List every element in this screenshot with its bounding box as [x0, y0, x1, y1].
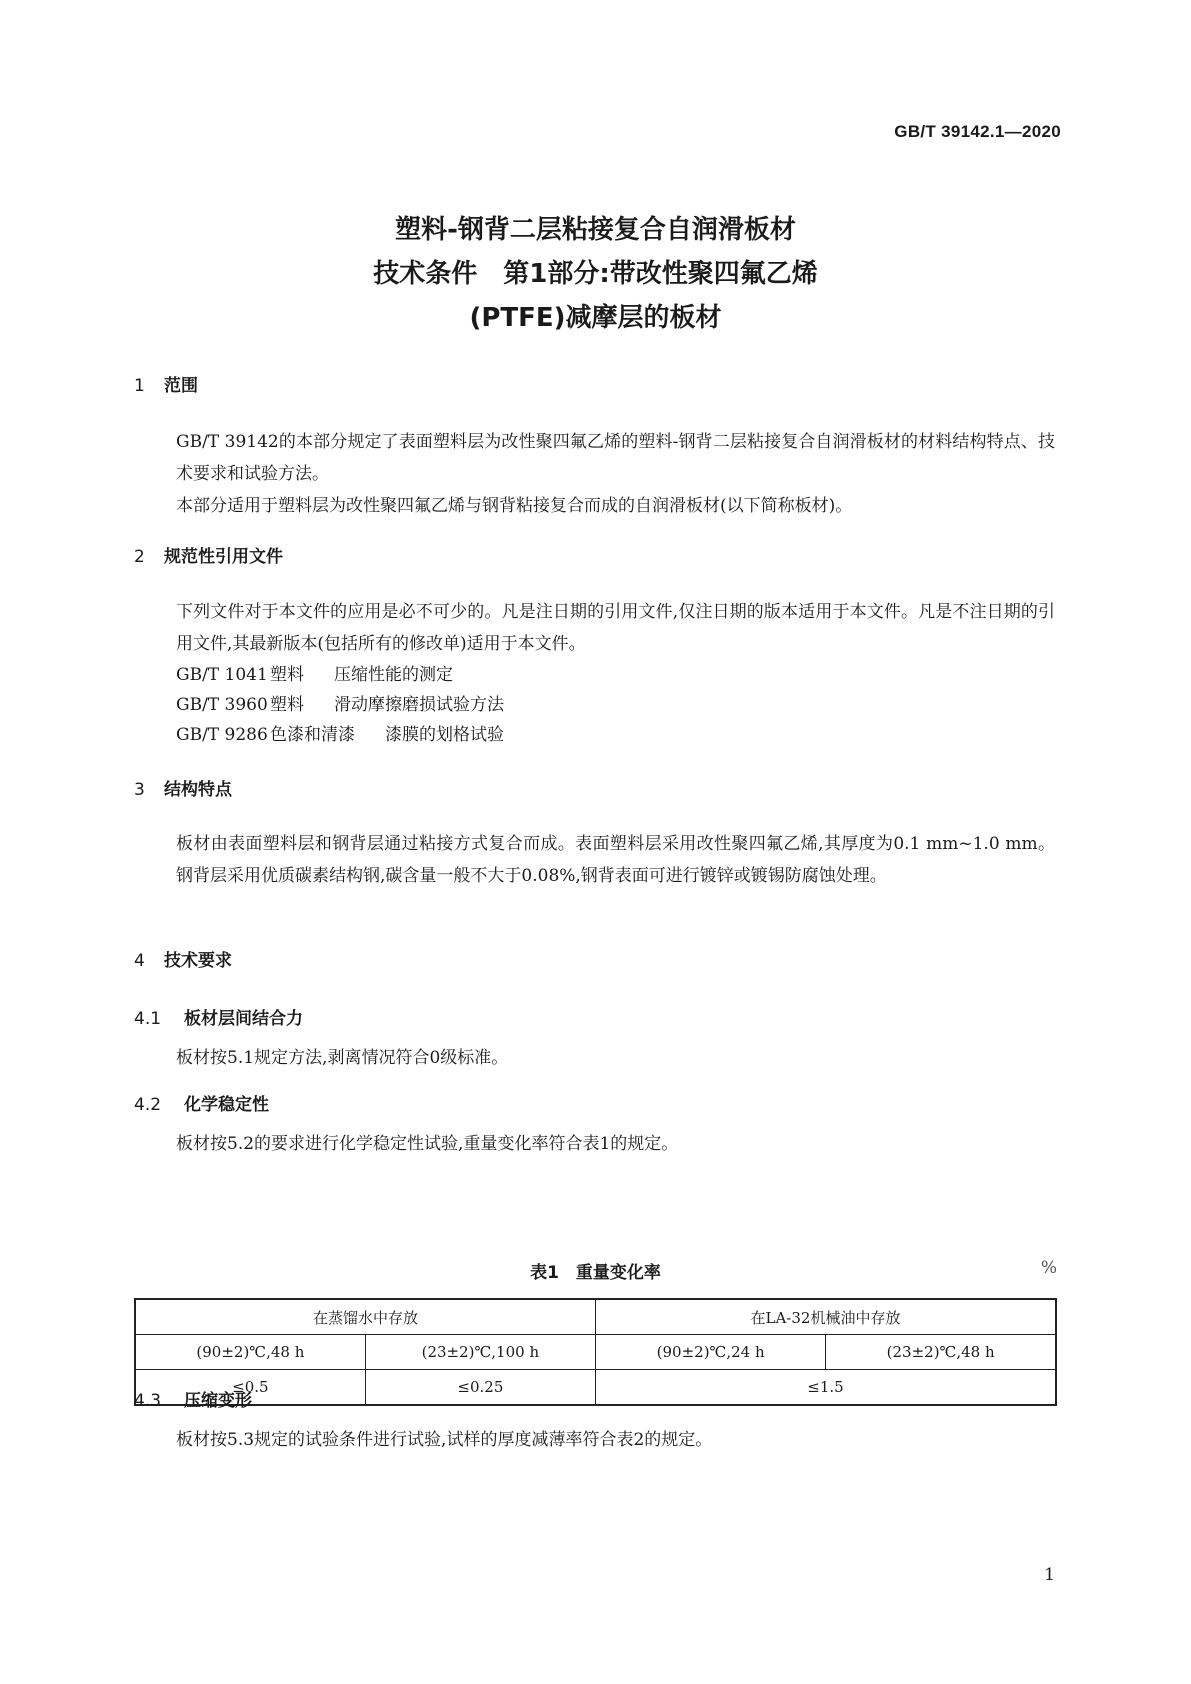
table-row — [135, 1370, 1056, 1406]
table-row — [135, 1335, 1056, 1370]
section-1-paragraph-2: 本部分适用于塑料层为改性聚四氟乙烯与钢背粘接复合而成的自润滑板材(以下简称板材)。 — [176, 496, 853, 516]
section-1-paragraph-1: GB/T 39142的本部分规定了表面塑料层为改性聚四氟乙烯的塑料-钢背二层粘接复合自润滑板材的材料结构特点、技术要求和试验方法。 — [176, 432, 1055, 484]
reference-item: GB/T 3960 塑料 滑动摩擦磨损试验方法 — [176, 695, 504, 715]
document-title — [0, 208, 1191, 340]
section-4-1-heading — [134, 1004, 303, 1029]
section-title: 技术要求 — [164, 951, 232, 971]
standard-number: GB/T 39142.1—2020 — [894, 122, 1061, 141]
section-1-heading — [134, 371, 198, 396]
section-3-paragraph-1: 板材由表面塑料层和钢背层通过粘接方式复合而成。表面塑料层采用改性聚四氟乙烯,其厚度为0.1 mm~1.0 mm。钢背层采用优质碳素结构钢,碳含量一般不大于0.08%,钢背表面可进行镀锌或镀锡防腐蚀处理。 — [176, 834, 1055, 886]
section-4-2-paragraph: 板材按5.2的要求进行化学稳定性试验,重量变化率符合表1的规定。 — [176, 1134, 679, 1154]
section-title: 结构特点 — [164, 780, 232, 800]
table-cell: 在蒸馏水中存放 — [135, 1299, 596, 1335]
reference-item: GB/T 1041 塑料 压缩性能的测定 — [176, 665, 453, 685]
section-4-2-heading — [134, 1090, 269, 1115]
table-row — [135, 1299, 1056, 1335]
section-number: 4 — [134, 951, 145, 971]
section-title: 化学稳定性 — [184, 1095, 269, 1115]
table-cell: (90±2)℃,24 h — [596, 1335, 826, 1370]
section-3-heading — [134, 775, 232, 800]
section-4-3-paragraph: 板材按5.3规定的试验条件进行试验,试样的厚度减薄率符合表2的规定。 — [176, 1430, 713, 1450]
section-number: 1 — [134, 376, 145, 396]
title-line-1: 塑料-钢背二层粘接复合自润滑板材 — [395, 215, 796, 245]
section-4-3-heading — [134, 1386, 252, 1411]
table-cell: ≤0.25 — [365, 1370, 595, 1406]
table-cell: 在LA-32机械油中存放 — [596, 1299, 1057, 1335]
section-4-heading — [134, 946, 232, 971]
table-cell: ≤0.5 — [135, 1370, 365, 1406]
section-title: 板材层间结合力 — [184, 1009, 303, 1029]
section-2-heading — [134, 542, 283, 567]
table-cell: ≤1.5 — [596, 1370, 1057, 1406]
page-number: 1 — [1044, 1565, 1055, 1585]
section-title: 压缩变形 — [184, 1391, 252, 1411]
section-4-1-paragraph: 板材按5.1规定方法,剥离情况符合0级标准。 — [176, 1048, 509, 1068]
section-title: 范围 — [164, 376, 198, 396]
table-cell: (23±2)℃,48 h — [826, 1335, 1056, 1370]
reference-item: GB/T 9286 色漆和清漆 漆膜的划格试验 — [176, 725, 504, 745]
section-number: 4.2 — [134, 1095, 162, 1115]
table-1 — [134, 1298, 1057, 1406]
section-number: 4.3 — [134, 1391, 162, 1411]
section-number: 3 — [134, 780, 145, 800]
section-number: 2 — [134, 547, 145, 567]
table-cell: (90±2)℃,48 h — [135, 1335, 365, 1370]
title-line-3: (PTFE)减摩层的板材 — [469, 303, 722, 333]
section-title: 规范性引用文件 — [164, 547, 283, 567]
section-2-paragraph-1: 下列文件对于本文件的应用是必不可少的。凡是注日期的引用文件,仅注日期的版本适用于本文件。凡是不注日期的引用文件,其最新版本(包括所有的修改单)适用于本文件。 — [176, 602, 1055, 654]
section-number: 4.1 — [134, 1009, 162, 1029]
table-cell: (23±2)℃,100 h — [365, 1335, 595, 1370]
table-1-caption: 表1 重量变化率 — [530, 1263, 661, 1283]
table-1-unit: % — [1040, 1258, 1057, 1278]
title-line-2: 技术条件 第1部分:带改性聚四氟乙烯 — [373, 259, 818, 289]
